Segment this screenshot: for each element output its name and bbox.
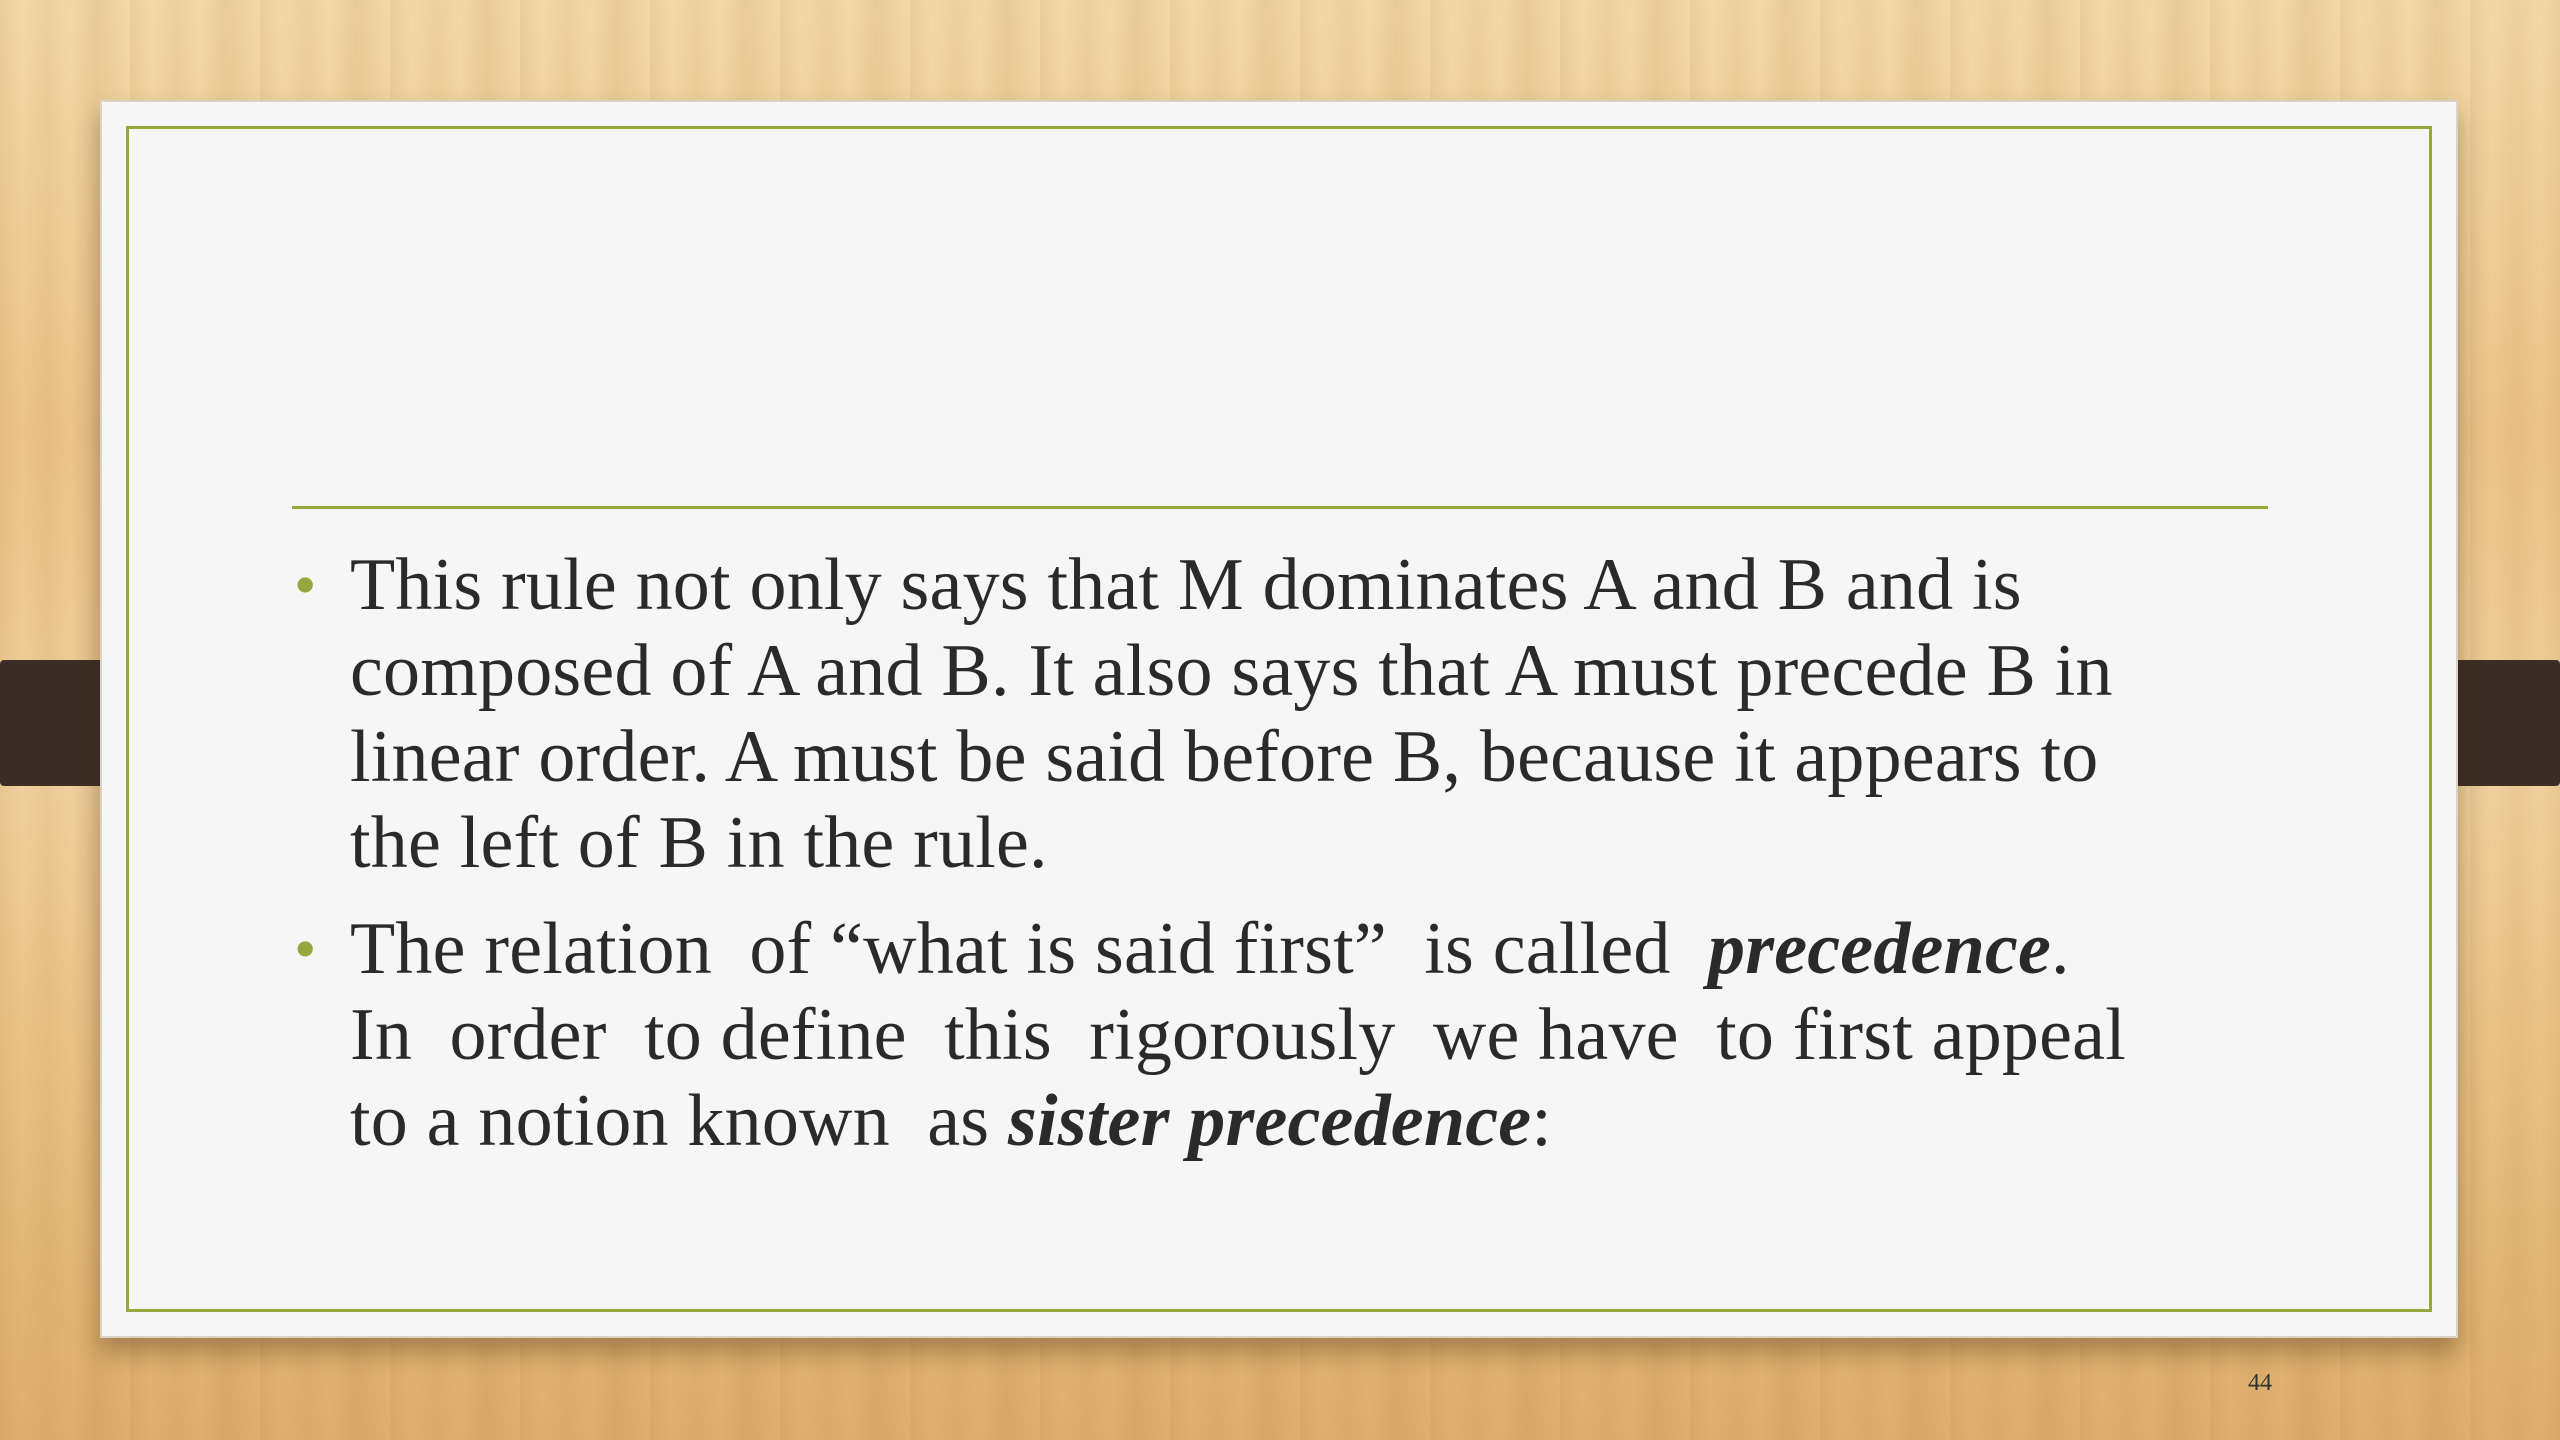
slide-number: 44 <box>2248 1370 2272 1396</box>
bullet-2-line-1-punct: . <box>2051 908 2070 990</box>
term-sister-precedence: sister precedence <box>1008 1080 1532 1162</box>
bullet-2-line-1-text: The relation of “what is said first” is called <box>350 908 1709 990</box>
bullet-1-line-1: This rule not only says that M dominates A and B and is <box>350 544 2022 626</box>
bullet-2-line-3-text: to a notion known as <box>350 1080 1009 1162</box>
bullet-icon: • <box>294 549 317 620</box>
title-divider <box>292 506 2268 509</box>
bullet-item-1 <box>294 542 2340 886</box>
bullet-2-line-3-punct: : <box>1531 1080 1553 1162</box>
slide <box>100 100 2458 1396</box>
bullet-2-line-2: In order to define this rigorously we have to first appeal <box>350 994 2126 1076</box>
bullet-icon: • <box>294 913 317 984</box>
bullet-2-line-3 <box>350 1078 2340 1164</box>
slide-body <box>294 542 2340 1176</box>
bullet-1-line-3: linear order. A must be said before B, because it appears to <box>350 716 2099 798</box>
bullet-1-line-2: composed of A and B. It also says that A must precede B in <box>350 630 2113 712</box>
bullet-2-line-1 <box>350 906 2340 992</box>
bullet-item-2 <box>294 906 2340 1164</box>
bullet-1-line-4: the left of B in the rule. <box>350 802 1048 884</box>
term-precedence: precedence <box>1708 908 2052 990</box>
